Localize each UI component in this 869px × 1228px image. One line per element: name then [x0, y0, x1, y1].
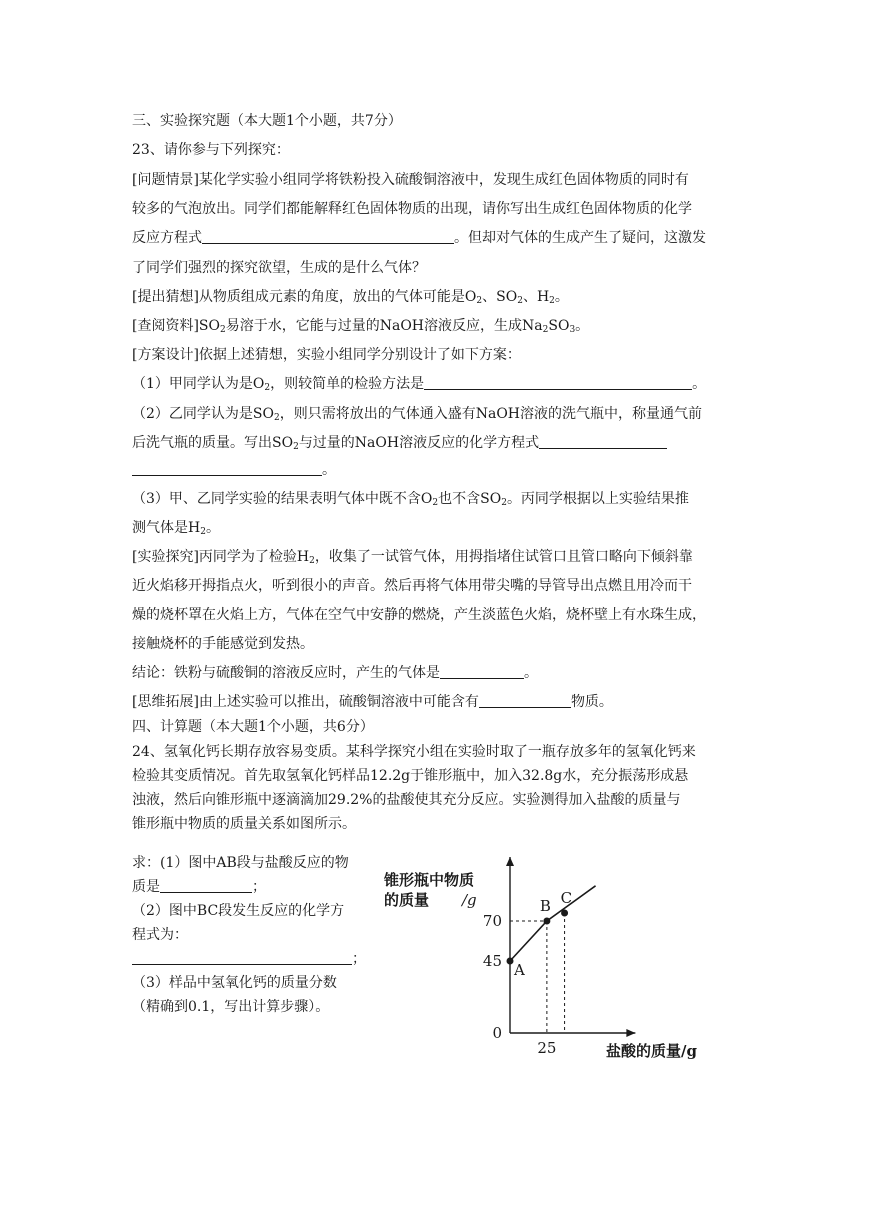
series-line	[510, 886, 596, 961]
data-point-c	[561, 910, 568, 917]
y-tick-label: 45	[482, 952, 502, 970]
scenario-line-2: 较多的气泡放出。同学们都能解释红色固体物质的出现，请你写出生成红色固体物质的化学	[132, 201, 692, 217]
plan2-line-2: 后洗气瓶的质量。写出$SO_2$与过量的NaOH溶液反应的化学方程式	[132, 433, 667, 457]
q24-line-4: 锥形瓶中物质的质量关系如图所示。	[132, 816, 356, 832]
plan2-line-1: （2）乙同学认为是$SO_2$，则只需将放出的气体通入盛有NaOH溶液的洗气瓶中，称量通气前	[132, 406, 703, 423]
plan3-line-2: 测气体是$H_2$。	[132, 520, 220, 537]
plan1-line: （1）甲同学认为是$O_2$，则较简单的检验方法是 。	[132, 376, 707, 393]
q24-line-2: 检验其变质情况。首先取氢氧化钙样品12.2g于锥形瓶中，加入32.8g水，充分振荡形成悬	[132, 768, 689, 784]
scenario-line-4: 了同学们强烈的探究欲望，生成的是什么气体？	[132, 260, 426, 276]
point-label-c: C	[560, 889, 573, 907]
ask3-line-2: （精确到0.1，写出计算步骤）。	[132, 999, 330, 1015]
ask1-line-2: 质是 ；	[132, 879, 266, 895]
explore-line-3: 燥的烧杯罩在火焰上方，气体在空气中安静的燃烧，产生淡蓝色火焰，烧杯壁上有水珠生成，	[132, 607, 706, 623]
x-tick-label: 25	[537, 1039, 557, 1057]
extension-line: [思维拓展]由上述实验可以推出，硫酸铜溶液中可能含有 物质。	[132, 694, 613, 710]
explore-line-4: 接触烧杯的手能感觉到发热。	[132, 636, 314, 652]
scenario-line-3: 反应方程式 。但却对气体的生成产生了疑问，这激发	[132, 230, 706, 246]
y-axis-label-unit: /g	[462, 891, 477, 909]
y-axis-label-line2: 的质量	[384, 891, 430, 909]
ask2-line-2: 程式为：	[132, 927, 188, 943]
scenario-line-1: [问题情景]某化学实验小组同学将铁粉投入硫酸铜溶液中，发现生成红色固体物质的同时有	[132, 172, 689, 188]
y-tick-label: 0	[492, 1024, 502, 1042]
explore-line-2: 近火焰移开拇指点火，听到很小的声音。然后再将气体用带尖嘴的导管导出点燃且用冷而干	[132, 578, 692, 594]
q24-line-1: 24、氢氧化钙长期存放容易变质。某科学探究小组在实验时取了一瓶存放多年的氢氧化钙来	[132, 744, 696, 760]
data-point-b	[543, 918, 550, 925]
hypothesis-line: [提出猜想]从物质组成元素的角度，放出的气体可能是$O_2$、$SO_2$、$H_2$。	[132, 289, 569, 306]
ask2-line-3: ；	[132, 949, 366, 969]
q23-title: 23、请你参与下列探究：	[132, 142, 290, 158]
y-axis-arrow-icon	[506, 857, 514, 866]
ask2-line-1: （2）图中BC段发生反应的化学方	[132, 903, 345, 919]
ask3-line-1: （3）样品中氢氧化钙的质量分数	[132, 975, 337, 991]
x-axis-arrow-icon	[626, 1029, 635, 1037]
q24-line-3: 浊液，然后向锥形瓶中逐滴滴加29.2%的盐酸使其充分反应。实验测得加入盐酸的质量与	[132, 792, 681, 808]
explore-line-1: [实验探究]丙同学为了检验$H_2$，收集了一试管气体，用拇指堵住试管口且管口略向下倾斜靠	[132, 549, 693, 566]
data-point-a	[507, 958, 514, 965]
plan3-line-1: （3）甲、乙同学实验的结果表明气体中既不含$O_2$也不含$SO_2$。丙同学根据以上实验结果推	[132, 491, 689, 508]
reference-line: [查阅资料]$SO_2$易溶于水，它能与过量的NaOH溶液反应，生成$Na_2SO_3$。	[132, 318, 590, 335]
point-label-a: A	[514, 961, 525, 979]
y-axis-label-line1: 锥形瓶中物质	[384, 871, 475, 889]
plan2-line-3: 。	[132, 460, 336, 480]
section4-heading: 四、计算题（本大题1个小题，共6分）	[132, 719, 374, 735]
ask1-line-1: 求：(1）图中AB段与盐酸反应的物	[132, 855, 349, 871]
section3-heading: 三、实验探究题（本大题1个小题，共7分）	[132, 113, 402, 129]
point-label-b: B	[539, 897, 551, 915]
design-line: [方案设计]依据上述猜想，实验小组同学分别设计了如下方案：	[132, 347, 521, 363]
x-axis-label: 盐酸的质量/g	[606, 1042, 697, 1060]
y-tick-label: 70	[482, 912, 502, 930]
conclusion-line: 结论：铁粉与硫酸铜的溶液反应时，产生的气体是 。	[132, 665, 538, 681]
